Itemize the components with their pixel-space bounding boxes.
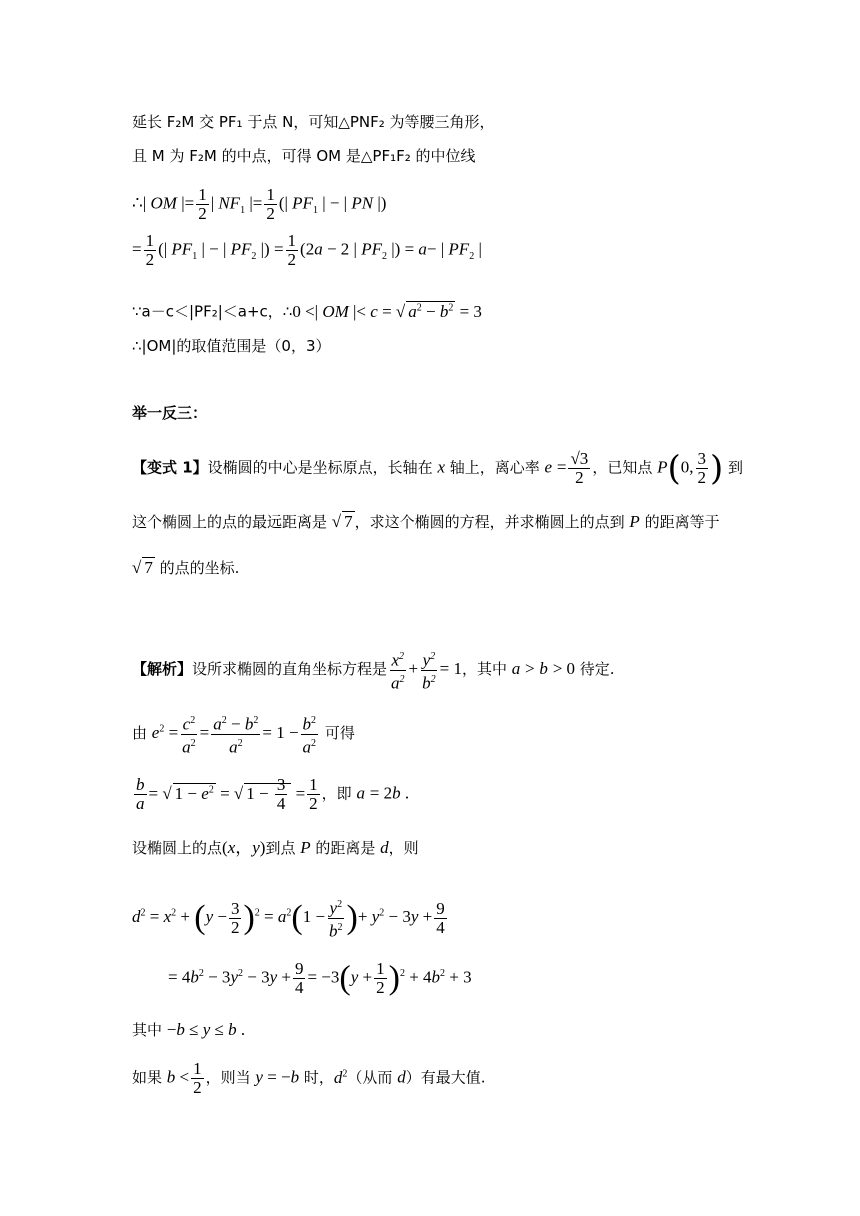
text-line: 且 M 为 F₂M 的中点，可得 OM 是△PF₁F₂ 的中位线 bbox=[132, 147, 476, 165]
equation: $d^2 = x^2 + (y$ − $\frac{3}{2}$ )$^2 = a^2(1$ − $\frac{y^2}{b^2}$ )+ $y^2 - 3y$ + $\frac{9}{4}$ bbox=[132, 896, 449, 940]
conclusion: ∴|OM|的取值范围是（0，3） bbox=[132, 337, 331, 355]
solution-line: 【解析】设所求椭圆的直角坐标方程是 $\frac{x^2}{a^2}$ + $\frac{y^2}{b^2}$ = 1，其中 a > b > 0 待定. bbox=[132, 648, 615, 692]
solution-line: 如果 b < $\frac{1}{2}$ ，则当 y = −b 时，$d^2$（从而 d）有最大值. bbox=[132, 1059, 486, 1097]
section-title: 举一反三： bbox=[132, 404, 208, 422]
solution-line: 其中 −b ≤ y ≤ b . bbox=[132, 1020, 246, 1039]
equation: ∴| OM |= $\frac{1}{2}$ | $NF_1$ |= $\frac{1}{2}$ (| $PF_1$ | − | PN |) bbox=[132, 185, 387, 223]
solution-line: 由 $e^2$ = $\frac{c^2}{a^2}$ = $\frac{a^2 - b^2}{a^2}$ = 1 − $\frac{b^2}{a^2}$ 可得 bbox=[132, 712, 355, 756]
problem-line: 【变式 1】设椭圆的中心是坐标原点，长轴在 x 轴上，离心率 e = $\frac{√3}{2}$ ，已知点 P(0, $\frac{3}{2}$ ) 到 bbox=[132, 448, 744, 489]
equation-text: ∵a－c＜|PF₂|＜a+c，∴ bbox=[132, 302, 293, 321]
equation: = $\frac{1}{2}$ (| $PF_1$ | − | $PF_2$ |) = $\frac{1}{2}$ (2a − 2 | $PF_2$ |) = a− | $PF_2$ | bbox=[132, 231, 482, 269]
problem-line: √ 7 的点的坐标. bbox=[132, 558, 240, 577]
problem-line: 这个椭圆上的点的最远距离是 √ 7 ，求这个椭圆的方程，并求椭圆上的点到 P 的距离等于 bbox=[132, 512, 720, 531]
text-line: 延长 F₂M 交 PF₁ 于点 N，可知△PNF₂ 为等腰三角形， bbox=[132, 113, 495, 131]
solution-line: 设椭圆上的点(x，y)到点 P 的距离是 d，则 bbox=[132, 838, 419, 857]
solution-line: $\frac{b}{a}$ = √ $1 - e^2$ = √ 1 − $\frac{3}{4}$ = $\frac{1}{2}$ ，即 a = 2b . bbox=[136, 775, 410, 814]
problem-label: 【变式 1】 bbox=[132, 458, 208, 477]
equation: = $4b^2 - 3y^2 - 3y$ + $\frac{9}{4}$ = −3(y + $\frac{1}{2}$ )$^2 + 4b^2 + 3$ bbox=[168, 959, 472, 997]
equation: ∵a－c＜|PF₂|＜a+c，∴0 <| OM |< c = √ $a^2 - b^2 = 3$ bbox=[132, 301, 482, 321]
solution-label: 【解析】 bbox=[132, 660, 193, 679]
